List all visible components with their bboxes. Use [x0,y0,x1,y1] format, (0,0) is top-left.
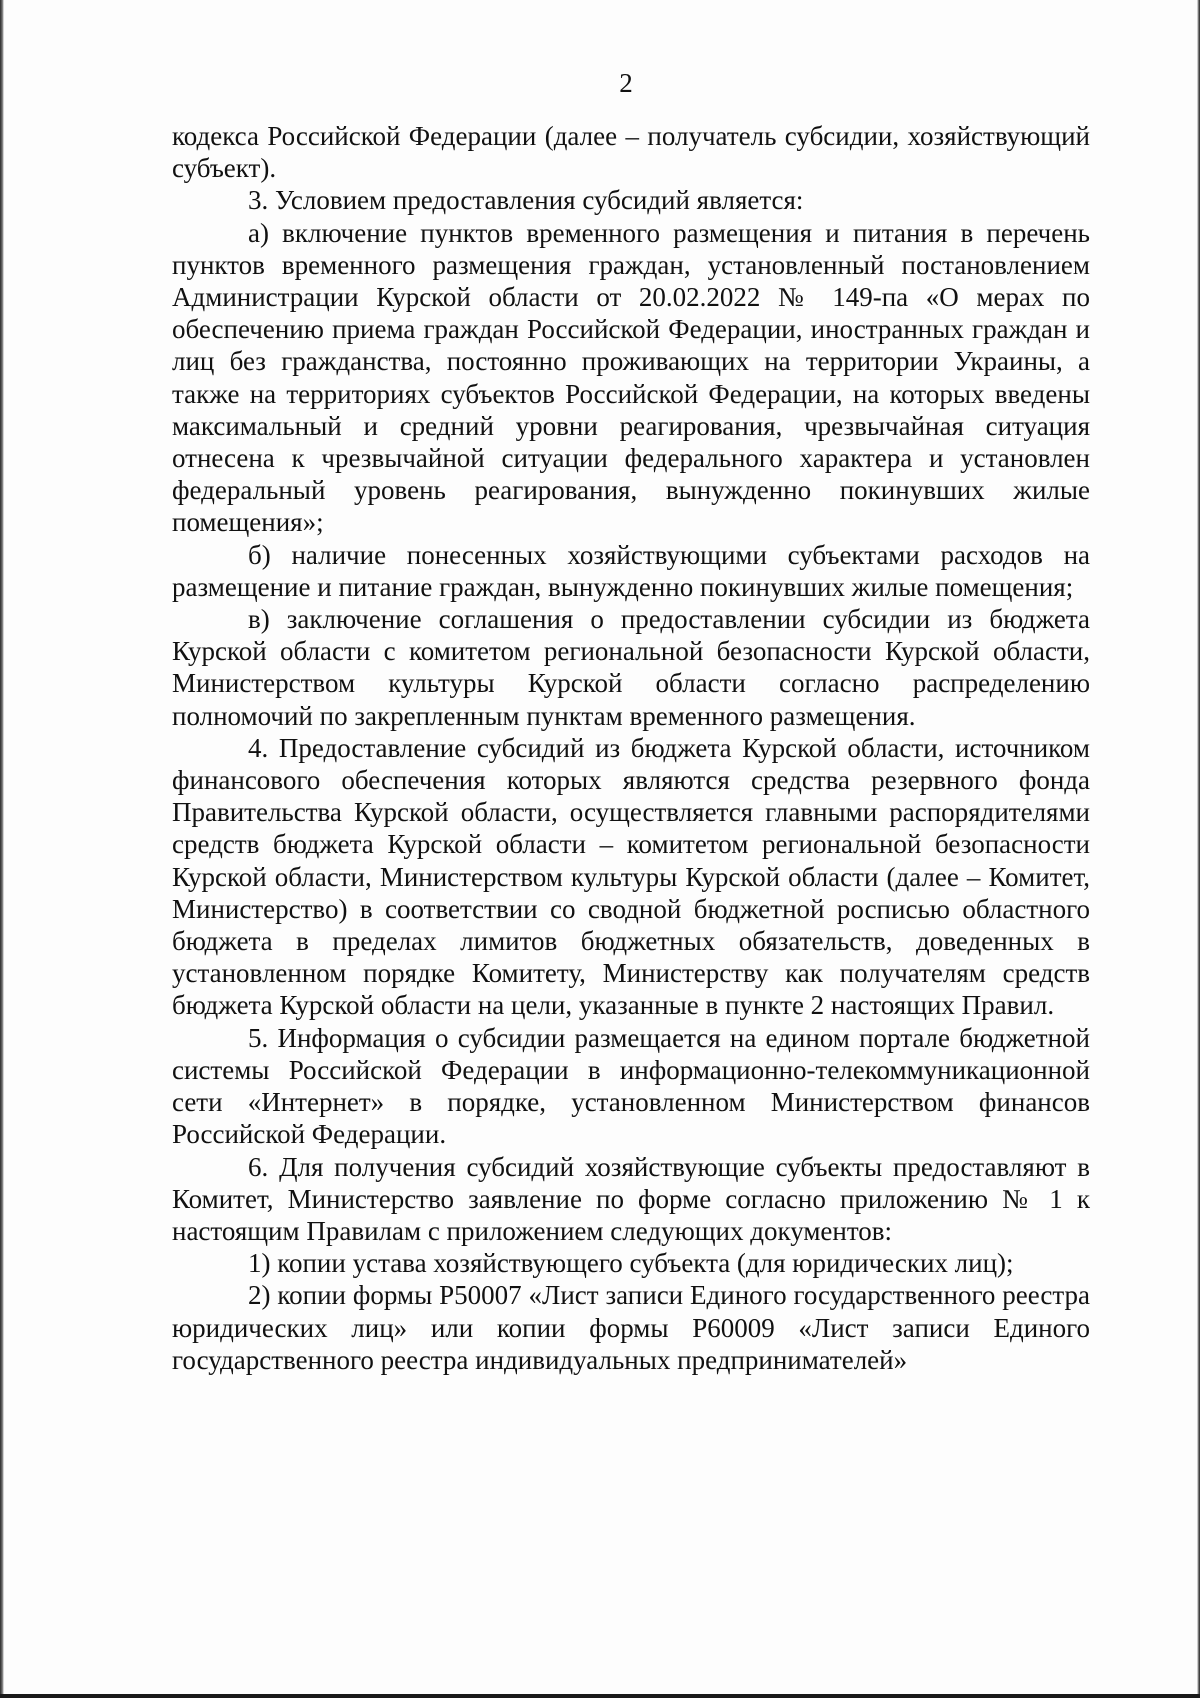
scan-edge-left [0,0,4,1698]
body-text [172,120,1090,1376]
paragraph-clause-3b: б) наличие понесенных хозяйствующими субъектами расходов на размещение и питание граждан, вынужденно покинувших жилые помещения; [172,539,1090,602]
paragraph-clause-3: 3. Условием предоставления субсидий является: [248,185,804,216]
paragraph-clause-6: 6. Для получения субсидий хозяйствующие субъекты предоставляют в Комитет, Министерство заявление по форме согласно приложению № 1 к настоящим Правилам с приложением следующих документов: [172,1151,1090,1246]
paragraph-continuation: кодекса Российской Федерации (далее – получатель субсидии, хозяйствующий субъект). [172,121,1090,184]
paragraph-clause-5: 5. Информация о субсидии размещается на едином портале бюджетной системы Российской Федерации в информационно-телекоммуникационной сети «Интернет» в порядке, установленном Министерством финансов Российской Федерации. [172,1022,1090,1150]
paragraph-clause-6-2: 2) копии формы Р50007 «Лист записи Единого государственного реестра юридических лиц» или копии формы Р60009 «Лист записи Единого государственного реестра индивидуальных предпринимателей» [172,1280,1090,1375]
paragraph-clause-4: 4. Предоставление субсидий из бюджета Курской области, источником финансового обеспечения которых являются средства резервного фонда Правительства Курской области, осуществляется главными распорядителями средств бюджета Курской области – комитетом региональной безопасности Курской области, Министерством культуры Курской области (далее – Комитет, Министерство) в соответствии со сводной бюджетной росписью областного бюджета в пределах лимитов бюджетных обязательств, доведенных в установленном порядке Комитету, Министерству как получателям средств бюджета Курской области на цели, указанные в пункте 2 настоящих Правил. [172,732,1090,1021]
paragraph-clause-3v: в) заключение соглашения о предоставлении субсидии из бюджета Курской области с комитетом региональной безопасности Курской области, Министерством культуры Курской области согласно распределению полномочий по закрепленным пунктам временного размещения. [172,604,1090,731]
scan-edge-bottom [0,1694,1200,1698]
paragraph-clause-6-1: 1) копии устава хозяйствующего субъекта (для юридических лиц); [248,1248,1014,1279]
page-number: 2 [619,68,633,98]
paragraph-clause-3a: а) включение пунктов временного размещения и питания в перечень пунктов временного размещения граждан, установленный постановлением Администрации Курской области от 20.02.2022 № 149-па «О мерах по обеспечению приема граждан Российской Федерации, иностранных граждан и лиц без гражданства, постоянно проживающих на территории Украины, а также на территориях субъектов Российской Федерации, на которых введены максимальный и средний уровни реагирования, чрезвычайная ситуация отнесена к чрезвычайной ситуации федерального характера и установлен федеральный уровень реагирования, вынужденно покинувших жилые помещения»; [172,217,1090,538]
